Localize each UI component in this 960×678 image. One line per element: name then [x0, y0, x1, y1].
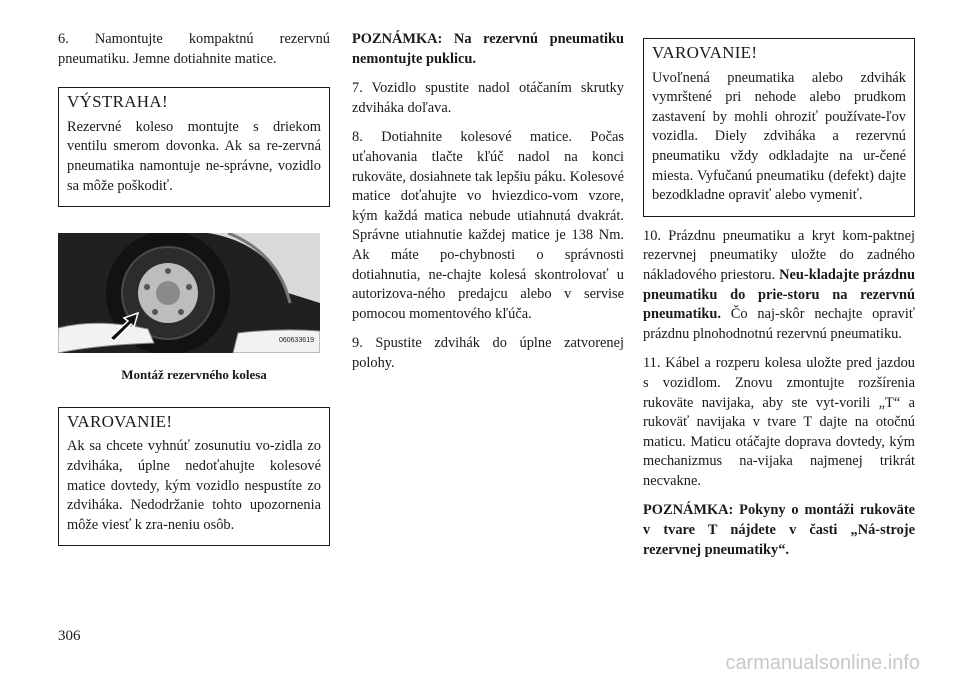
warning-text: Ak sa chcete vyhnúť zosunutiu vo-zidla zo zdviháka, úplne nedoťahujte kolesové matice dovtedy, kým vozidlo nespustíte zo zdviháka. Nedodržanie tohto upozornenia môže viesť k zra-neniu osôb. — [67, 438, 321, 533]
step-11: 11. Kábel a rozperu kolesa uložte pred jazdou s vozidlom. Znovu zmontujte rozšírenia rukoväte navijaka, aby ste vyt-vorili „T“ a rukoväť navijaka v tvare T dajte na otočnú maticu. Maticu otáčajte doprava dovtedy, kým mechanizmus na-vijaka najmenej trikrát necvakne. — [643, 355, 915, 489]
watermark: carmanualsonline.info — [725, 652, 920, 674]
step-10: 10. Prázdnu pneumatiku a kryt kom-paktnej rezervnej pneumatiky uložte do zadného nákladového priestoru. Neu-kladajte prázdnu pneumatiku do prie-storu na rezervnú pneumatiku. Čo naj-skôr nechajte opraviť prázdnu plnohodnotnú rezervnú pneumatiku. — [643, 227, 915, 342]
note-t-handle: POZNÁMKA: Pokyny o montáži rukoväte v tvare T nájdete v časti „Ná-stroje rezervnej pneumatiky“. — [643, 502, 915, 558]
note-hubcap: POZNÁMKA: Na rezervnú pneumatiku nemontujte puklicu. — [352, 31, 624, 67]
figure-spare-wheel — [58, 233, 330, 385]
warning-box-varovanie-1 — [58, 407, 330, 547]
warning-title: VÝSTRAHA! — [67, 92, 168, 112]
step-8: 8. Dotiahnite kolesové matice. Počas uťahovania tlačte kľúč nadol na konci rukoväte, dosiahnete tak lepšiu páku. Kolesové matice doťahujte vo hviezdico-vom vzore, kým každá matica nebude utiahnutá dvakrát. Správne utiahnutie každej matice je 138 Nm. Ak máte po-chybnosti o správnosti dotiahnutia, ne-chajte kolesá skontrolovať u autorizova-ného predajcu alebo v servise pomocou momentového kľúča. — [352, 129, 624, 322]
warning-text: Uvoľnená pneumatika alebo zdvihák vymrštené pri nehode alebo prudkom zastavení by mohli ohroziť používate-ľov vozidla. Diely zdviháka a rezervnú pneumatiku vždy odkladajte na ur-čené miesta. Vyfučanú pneumatiku (defekt) dajte bezodkladne opraviť alebo vymeniť. — [652, 69, 906, 204]
column-middle — [352, 30, 624, 384]
warning-title: VAROVANIE! — [67, 411, 173, 431]
step-6: 6. Namontujte kompaktnú rezervnú pneumatiku. Jemne dotiahnite matice. — [58, 31, 330, 67]
step-9: 9. Spustite zdvihák do úplne zatvorenej polohy. — [352, 335, 624, 371]
figure-code: 060633619 — [279, 331, 314, 351]
step-7: 7. Vozidlo spustite nadol otáčaním skrutky zdviháka doľava. — [352, 80, 624, 116]
spare-wheel-photo — [58, 233, 320, 353]
figure-caption: Montáž rezervného kolesa — [121, 367, 267, 383]
column-right — [643, 30, 915, 570]
warning-box-varovanie-2 — [643, 38, 915, 217]
column-left — [58, 30, 330, 546]
page-number: 306 — [58, 628, 81, 644]
warning-title: VAROVANIE! — [652, 43, 758, 62]
warning-box-vystraha — [58, 87, 330, 207]
warning-text: Rezervné koleso montujte s driekom ventilu smerom dovonka. Ak sa re-zervná pneumatika namontuje ne-správne, vozidlo sa môže poškodiť. — [67, 118, 321, 194]
